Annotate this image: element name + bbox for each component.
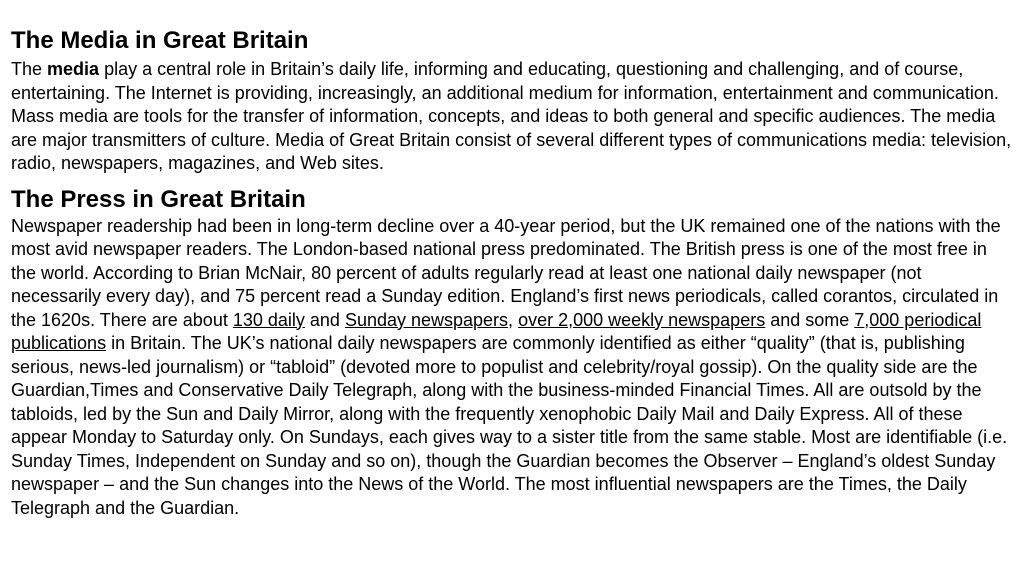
press-text-4: and some [765, 309, 855, 330]
press-text-2: and [304, 309, 345, 330]
media-intro-before: The [11, 59, 48, 79]
media-section-title: The Media in Great Britain [11, 27, 309, 54]
press-text-5: in Britain. The UK’s national daily newspapers are commonly identified as either “quality” (that is, publishing serious, news-led journalism) or “tabloid” (devoted more to populist and celebrity/royal gossip). On the quality side are the Guardian,Times and Conservative Daily Telegraph, along with the business-minded Financial Times. All are outsold by the tabloids, led by the Sun and Daily Mirror, along with the frequently xenophobic Daily Mail and Daily Express. All of these appear Monday to Saturday only. On Sundays, each gives way to a sister title from the same stable. Most are identifiable (i.e. Sunday Times, Independent on Sunday and so on), though the Guardian becomes the Observer – England’s oldest Sunday newspaper – and the Sun changes into the News of the World. The most influential newspapers are the Times, the Daily Telegraph and the Guardian. [11, 333, 1008, 518]
link-weekly-newspapers[interactable]: over 2,000 weekly newspapers [518, 309, 766, 330]
press-section-paragraph [11, 215, 1016, 521]
press-text-1: Newspaper readership had been in long-term decline over a 40-year period, but the UK remained one of the nations with the most avid newspaper readers. The London-based national press predominated. The British press is one of the most free in the world. According to Brian McNair, 80 percent of adults regularly read at least one national daily newspaper (not necessarily every day), and 75 percent read a Sunday edition. England’s first news periodicals, called corantos, circulated in the 1620s. There are about [11, 215, 1001, 330]
link-sunday-newspapers[interactable]: Sunday newspapers [344, 309, 509, 330]
media-intro-after: play a central role in Britain’s daily life, informing and educating, questioning and challenging, and of course, entertaining. The Internet is providing, increasingly, an additional medium for information, entertainment and communication. Mass media are tools for the transfer of information, concepts, and ideas to both general and specific audiences. The media are major transmitters of culture. Media of Great Britain consist of several different types of communications media: television, radio, newspapers, magazines, and Web sites. [11, 59, 1012, 173]
media-section-paragraph [11, 58, 1016, 176]
link-periodical-publications[interactable]: 7,000 periodical publications [11, 309, 982, 353]
press-section [11, 185, 1016, 521]
media-section [11, 26, 1016, 176]
press-section-title: The Press in Great Britain [11, 185, 306, 213]
document-page [11, 26, 1016, 520]
link-130-daily[interactable]: 130 daily [232, 309, 305, 330]
media-bold-term: media [47, 59, 100, 79]
press-text-3: , [508, 309, 519, 330]
